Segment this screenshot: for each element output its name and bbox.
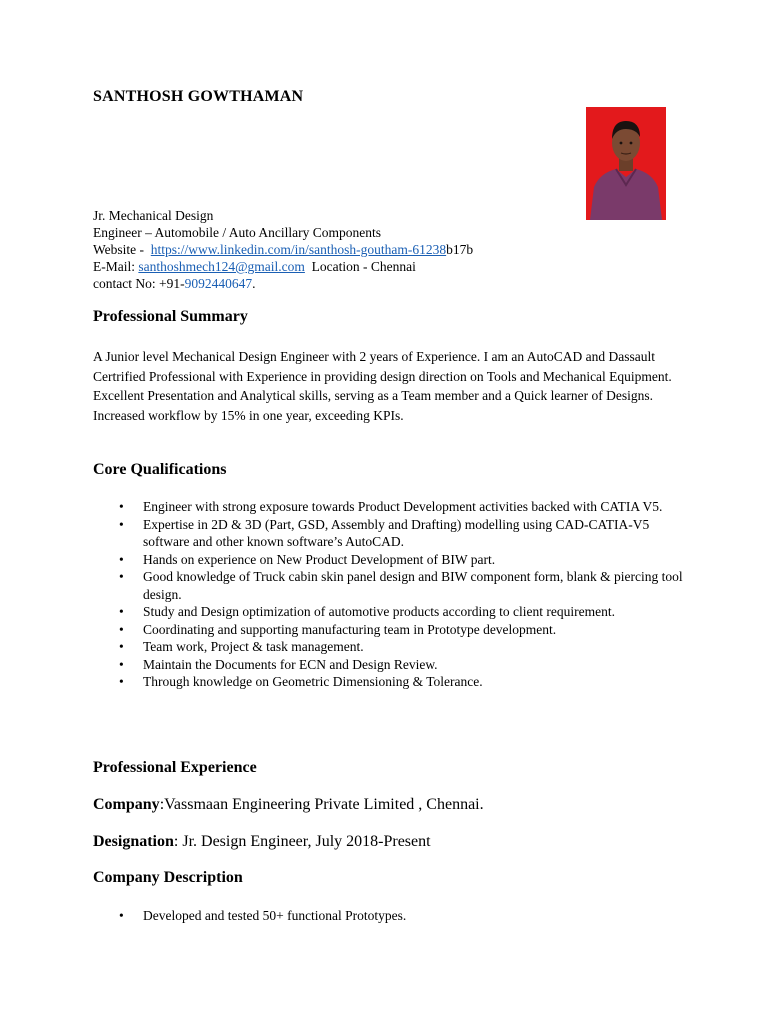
profile-photo — [586, 107, 666, 220]
list-item: • Maintain the Documents for ECN and Design Review. — [119, 656, 438, 672]
list-item: • Through knowledge on Geometric Dimensioning & Tolerance. — [119, 674, 483, 689]
phone-label: contact No: +91- — [93, 276, 185, 291]
bullet-icon: • — [119, 656, 124, 672]
bullet-icon: • — [119, 499, 124, 514]
list-item: • Team work, Project & task management. — [119, 639, 364, 654]
bullet-icon: • — [119, 621, 124, 637]
qualifications-list — [93, 498, 683, 691]
candidate-name: SANTHOSH GOWTHAMAN — [93, 88, 304, 105]
website-link[interactable]: https://www.linkedin.com/in/santhosh-goutham-61238 — [150, 242, 447, 257]
location-text: Location - Chennai — [304, 259, 416, 274]
website-line — [93, 241, 473, 258]
phone-line — [93, 275, 473, 292]
bullet-icon: • — [119, 551, 124, 567]
qualifications-heading: Core Qualifications — [93, 461, 227, 478]
designation-line — [93, 833, 431, 851]
designation-value: : Jr. Design Engineer, July 2018-Present — [173, 833, 431, 850]
person-photo-icon — [586, 107, 666, 220]
bullet-icon: • — [119, 569, 124, 584]
website-link-rest: b17b — [446, 242, 474, 257]
bullet-icon: • — [119, 674, 124, 689]
website-label: Website - — [93, 242, 151, 257]
email-line — [93, 258, 473, 275]
experience-heading: Professional Experience — [93, 759, 257, 776]
list-item: • Developed and tested 50+ functional Prototypes. — [119, 908, 407, 923]
list-item: • Coordinating and supporting manufacturing team in Prototype development. — [119, 621, 557, 637]
list-item: • Engineer with strong exposure towards Product Development activities backed with CATIA V5. — [119, 499, 663, 514]
email-link[interactable]: santhoshmech124@gmail.com — [138, 259, 305, 274]
company-description-heading: Company Description — [93, 869, 243, 886]
list-item: • Good knowledge of Truck cabin skin panel design and BIW component form, blank & piercing tool design. — [119, 569, 683, 602]
list-item: • Study and Design optimization of automotive products according to client requirement. — [119, 604, 616, 619]
bullet-icon: • — [119, 516, 124, 532]
email-label: E-Mail: — [93, 259, 139, 274]
bullet-icon: • — [119, 604, 124, 619]
company-description-list — [93, 907, 683, 925]
contact-block — [93, 207, 473, 292]
job-title-line-2: Engineer – Automobile / Auto Ancillary Components — [93, 225, 381, 240]
bullet-icon: • — [119, 908, 124, 923]
summary-text: A Junior level Mechanical Design Engineer with 2 years of Experience. I am an AutoCAD and Dassault Certrified Professional with Experience in providing design direction on Tools and Mechanical Equipment. Excellent Presentation and Analytical skills, serving as a Team member and a Quick learner of Designs. Increased workflow by 15% in one year, exceeding KPIs. — [93, 349, 672, 423]
bullet-icon: • — [119, 639, 124, 654]
company-value: :Vassmaan Engineering Private Limited , Chennai. — [159, 796, 484, 813]
phone-number: 9092440647 — [184, 276, 253, 291]
company-line — [93, 796, 484, 814]
phone-end: . — [252, 276, 256, 291]
company-label: Company — [93, 796, 160, 813]
job-title-line-1: Jr. Mechanical Design — [93, 208, 214, 223]
summary-heading: Professional Summary — [93, 308, 248, 325]
list-item: • Expertise in 2D & 3D (Part, GSD, Assembly and Drafting) modelling using CAD-CATIA-V5 software and other known software’s AutoCAD. — [119, 516, 650, 549]
designation-label: Designation — [93, 833, 174, 850]
list-item: • Hands on experience on New Product Development of BIW part. — [119, 551, 496, 567]
